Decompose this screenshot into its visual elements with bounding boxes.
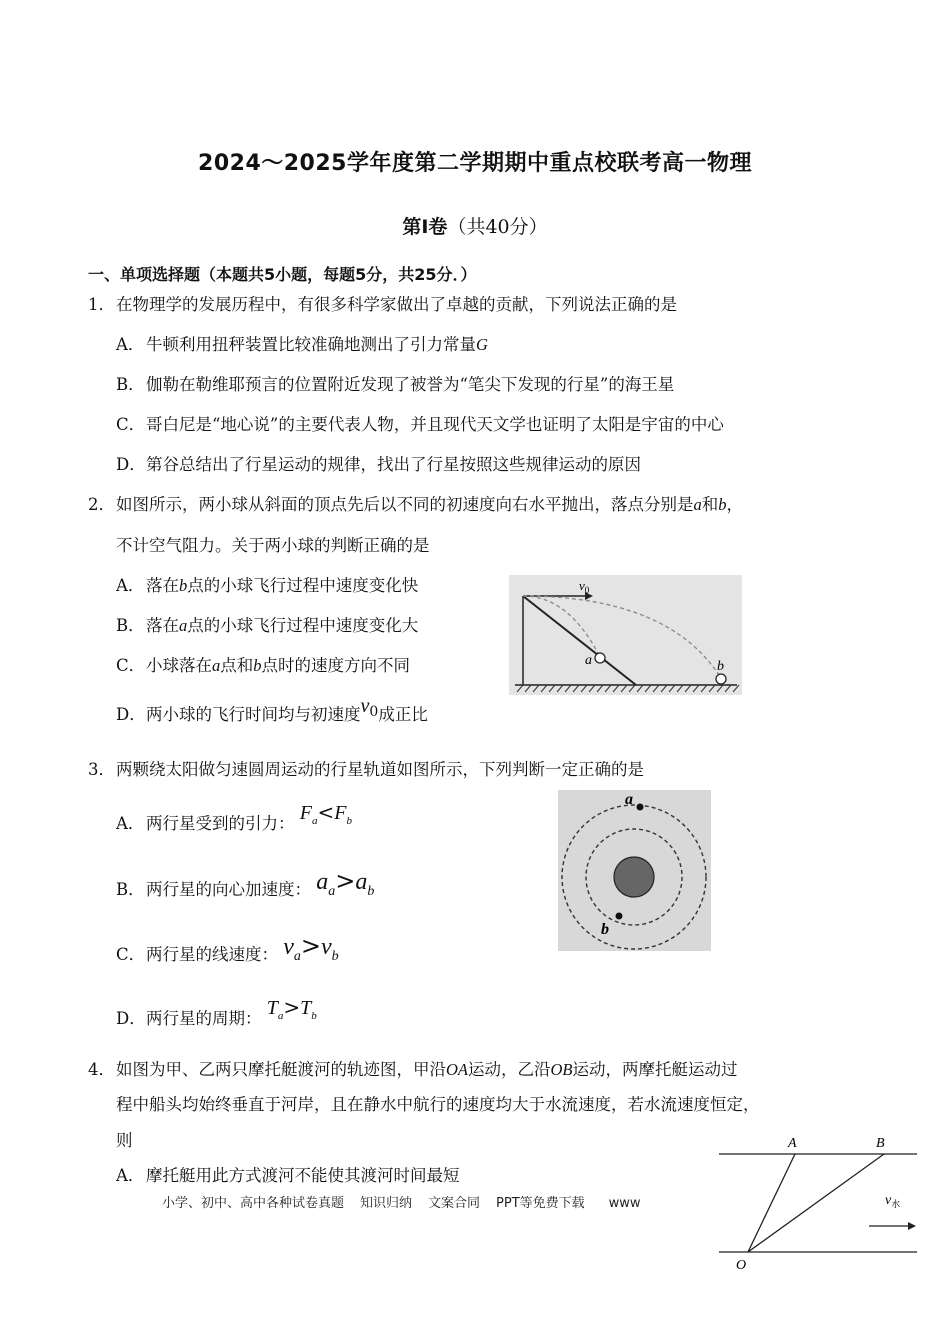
fig-label-a: a: [625, 791, 633, 808]
symbol: b: [253, 656, 262, 675]
question-4: [88, 1060, 738, 1080]
part-heading: [0, 212, 950, 239]
q3-option-d: [116, 995, 317, 1036]
stem-text: 和: [701, 495, 719, 514]
option-label: B．: [116, 375, 145, 394]
question-number: 3．: [88, 760, 115, 779]
option-text: 两行星的向心加速度：: [146, 880, 311, 899]
option-text: 小球落在: [146, 656, 212, 675]
stem-text: 运动，乙沿: [468, 1060, 551, 1079]
symbol: a: [212, 656, 221, 675]
formula-b: $a_a>a_b$: [316, 867, 375, 899]
question-number: 2．: [88, 495, 115, 514]
q1-option-b: [116, 375, 674, 395]
section-heading: 一、单项选择题（本题共5小题，每题5分，共25分．）: [88, 265, 477, 284]
option-text: 两行星受到的引力：: [146, 814, 295, 833]
option-text: 点和: [220, 656, 254, 675]
part-note: （共40分）: [447, 216, 548, 238]
stem-text: ，: [726, 495, 743, 514]
planet-b: [616, 913, 623, 920]
option-label: C．: [116, 656, 146, 675]
symbol-a: a: [693, 495, 702, 514]
footer-text: 文案合同: [428, 1196, 481, 1211]
fig-label-a: a: [585, 653, 592, 668]
formula-d: $T_a>T_b$: [266, 995, 317, 1022]
question-4-line2: 程中船头均始终垂直于河岸，且在静水中航行的速度均大于水流速度，若水流速度恒定，: [116, 1095, 760, 1114]
q2-option-a: [116, 576, 418, 596]
q3-option-b: [116, 867, 375, 908]
q1-option-c: [116, 415, 724, 435]
question-number: 1．: [88, 295, 115, 314]
ball-a: [595, 653, 605, 663]
symbol: b: [179, 576, 188, 595]
option-label: B．: [116, 616, 145, 635]
question-stem: 在物理学的发展历程中，有很多科学家做出了卓越的贡献，下列说法正确的是: [116, 295, 677, 314]
option-text: 第谷总结出了行星运动的规律，找出了行星按照这些规律运动的原因: [146, 455, 641, 474]
orbits-figure: [558, 790, 711, 951]
question-1: [88, 295, 677, 315]
fig-v0-label: $v_0$: [579, 578, 590, 595]
symbol: a: [179, 616, 188, 635]
option-text: 落在: [146, 576, 179, 595]
option-text: 成正比: [378, 705, 428, 724]
fig-label-b: B: [876, 1136, 885, 1151]
option-text: 两行星的线速度：: [146, 945, 278, 964]
option-text: 点时的速度方向不同: [261, 656, 410, 675]
question-3: [88, 760, 644, 780]
option-text: 两小球的飞行时间均与初速度: [146, 705, 361, 724]
fig-label-b: b: [601, 921, 609, 938]
option-label: C．: [116, 415, 146, 434]
option-text: 落在: [146, 616, 179, 635]
symbol-subscript: 0: [369, 704, 379, 720]
symbol-v0: v: [360, 695, 370, 717]
planet-a: [637, 804, 644, 811]
option-label: D．: [116, 1009, 146, 1028]
symbol-ob: OB: [550, 1060, 573, 1079]
option-label: A．: [116, 576, 145, 595]
question-4-line3: 则: [116, 1131, 133, 1150]
question-stem: 两颗绕太阳做匀速圆周运动的行星轨道如图所示，下列判断一定正确的是: [116, 760, 644, 779]
option-label: D．: [116, 455, 146, 474]
footer-text: PPT等免费下载: [496, 1196, 585, 1211]
option-label: A．: [116, 335, 145, 354]
option-text: 牛顿利用扭秤装置比较准确地测出了引力常量: [146, 335, 476, 354]
arrow-head: [908, 1222, 916, 1230]
footer-ad: [162, 1192, 641, 1211]
option-text: 摩托艇用此方式渡河不能使其渡河时间最短: [146, 1166, 460, 1185]
path-ob: [748, 1154, 884, 1252]
question-number: 4．: [88, 1060, 115, 1079]
question-2-line2: 不计空气阻力。关于两小球的判断正确的是: [116, 536, 430, 555]
option-text: 伽勒在勒维耶预言的位置附近发现了被誉为“笔尖下发现的行星”的海王星: [146, 375, 675, 394]
option-label: A．: [116, 1166, 145, 1185]
fig-label-o: O: [736, 1258, 747, 1272]
fig-v-water: $v_水$: [885, 1193, 901, 1209]
q3-option-c: [116, 932, 339, 973]
river-crossing-figure: [714, 1132, 918, 1272]
question-2: [88, 495, 743, 515]
q1-option-a: [116, 335, 488, 355]
option-text: 两行星的周期：: [146, 1009, 262, 1028]
q3-option-a: [116, 800, 352, 841]
q4-option-a: [116, 1166, 460, 1186]
fig-label-a: A: [788, 1136, 797, 1151]
symbol-b: b: [718, 495, 727, 514]
ball-b: [716, 674, 726, 684]
q2-option-d: [116, 695, 428, 726]
symbol-oa: OA: [446, 1060, 468, 1079]
projectile-incline-figure: [509, 575, 742, 695]
option-label: D．: [116, 705, 146, 724]
part-label: 第Ⅰ卷: [402, 216, 448, 238]
footer-link[interactable]: www: [608, 1196, 641, 1211]
option-text: 点的小球飞行过程中速度变化快: [187, 576, 419, 595]
option-label: B．: [116, 880, 145, 899]
formula-c: $v_a>v_b$: [283, 932, 339, 964]
option-text: 点的小球飞行过程中速度变化大: [187, 616, 419, 635]
option-label: A．: [116, 814, 145, 833]
question-stem: 如图为甲、乙两只摩托艇渡河的轨迹图，甲沿: [116, 1060, 446, 1079]
fig-label-b: b: [717, 659, 724, 674]
sun-icon: [614, 857, 654, 897]
option-text: 哥白尼是“地心说”的主要代表人物，并且现代天文学也证明了太阳是宇宙的中心: [146, 415, 724, 434]
symbol-g: G: [476, 335, 488, 354]
footer-text: 知识归纳: [360, 1196, 413, 1211]
question-stem: 如图所示，两小球从斜面的顶点先后以不同的初速度向右水平抛出，落点分别是: [116, 495, 694, 514]
page-title: 2024～2025学年度第二学期期中重点校联考高一物理: [198, 151, 752, 176]
stem-text: 运动，两摩托艇运动过: [572, 1060, 738, 1079]
q2-option-c: [116, 656, 410, 676]
formula-a: $F_a<F_b$: [299, 800, 352, 827]
option-label: C．: [116, 945, 146, 964]
q2-option-b: [116, 616, 418, 636]
footer-text: 小学、初中、高中各种试卷真题: [162, 1196, 345, 1211]
q1-option-d: [116, 455, 641, 475]
path-oa: [748, 1154, 795, 1252]
